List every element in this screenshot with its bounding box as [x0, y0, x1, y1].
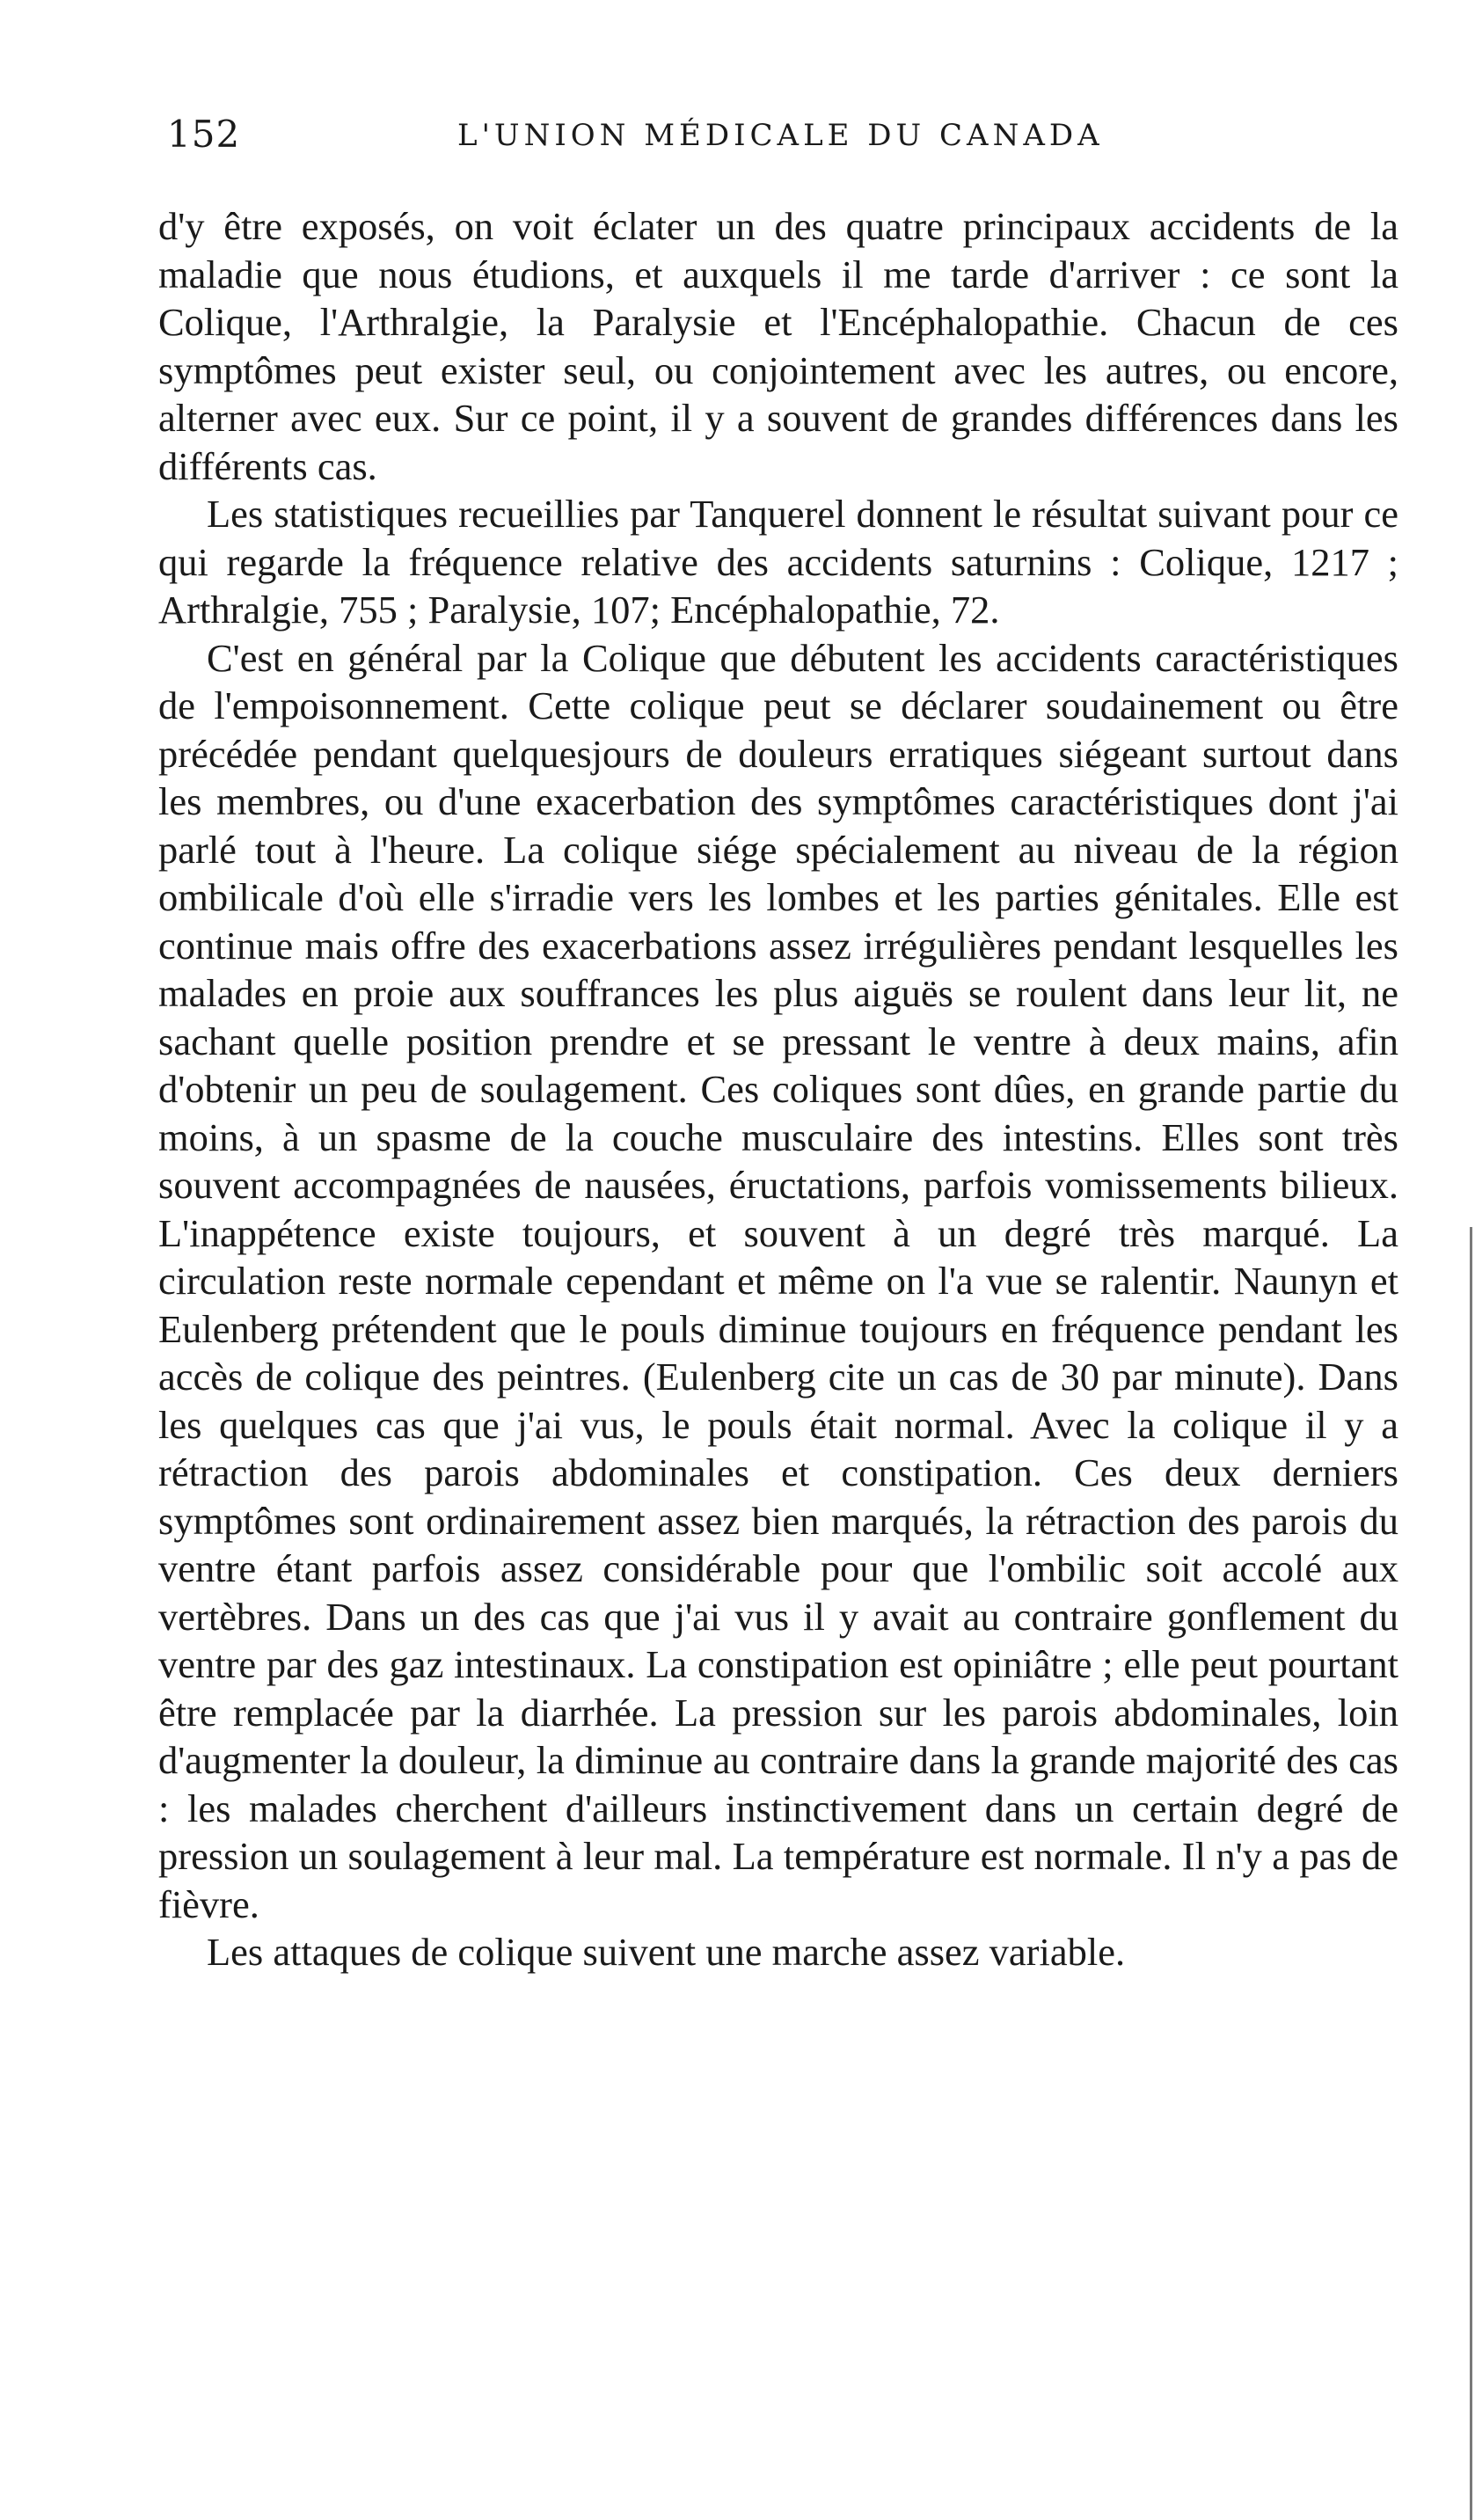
page-header: [167, 113, 1394, 165]
paragraph: C'est en général par la Colique que débutent les accidents caractéristiques de l'empoisonnement. Cette colique peut se déclarer soudainement ou être précédée pendant quelquesjours de douleurs erratiques siégeant surtout dans les membres, ou d'une exacerbation des symptômes caractéristiques dont j'ai parlé tout à l'heure. La colique siége spécialement au niveau de la région ombilicale d'où elle s'irradie vers les lombes et les parties génitales. Elle est continue mais offre des exacerbations assez irrégulières pendant lesquelles les malades en proie aux souffrances les plus aiguës se roulent dans leur lit, ne sachant quelle position prendre et se pressant le ventre à deux mains, afin d'obtenir un peu de soulagement. Ces coliques sont dûes, en grande partie du moins, à un spasme de la couche musculaire des intestins. Elles sont très souvent accompagnées de nausées, éructations, parfois vomissements bilieux. L'inappétence existe toujours, et souvent à un degré très marqué. La circulation reste normale cependant et même on l'a vue se ralentir. Naunyn et Eulenberg prétendent que le pouls diminue toujours en fréquence pendant les accès de colique des peintres. (Eulenberg cite un cas de 30 par minute). Dans les quelques cas que j'ai vus, le pouls était normal. Avec la colique il y a rétraction des parois abdominales et constipation. Ces deux derniers symptômes sont ordinairement assez bien marqués, la rétraction des parois du ventre étant parfois assez considérable pour que l'ombilic soit accolé aux vertèbres. Dans un des cas que j'ai vus il y avait au contraire gonflement du ventre par des gaz intestinaux. La constipation est opiniâtre ; elle peut pourtant être remplacée par la diarrhée. La pression sur les parois abdominales, loin d'augmenter la douleur, la diminue au contraire dans la grande majorité des cas : les malades cherchent d'ailleurs instinctivement dans un certain degré de pression un soulagement à leur mal. La température est normale. Il n'y a pas de fièvre.: [158, 635, 1398, 1926]
paragraph: Les attaques de colique suivent une marche assez variable.: [207, 1930, 1126, 1974]
paragraph: d'y être exposés, on voit éclater un des quatre principaux accidents de la maladie que nous étudions, et auxquels il me tarde d'arriver : ce sont la Colique, l'Arthralgie, la Paralysie et l'Encéphalopathie. Chacun de ces symptômes peut exister seul, ou conjointement avec les autres, ou encore, alterner avec eux. Sur ce point, il y a souvent de grandes différences dans les différents cas.: [158, 204, 1398, 488]
scan-edge-line: [1470, 1227, 1472, 2520]
page-number: 152: [167, 113, 241, 156]
paragraph: Les statistiques recueillies par Tanquerel donnent le résultat suivant pour ce qui regarde la fréquence relative des accidents saturnins : Colique, 1217 ; Arthralgie, 755 ; Paralysie, 107; Encéphalopathie, 72.: [158, 492, 1398, 632]
body-text: [158, 202, 1398, 1976]
running-head: L'UNION MÉDICALE DU CANADA: [457, 118, 1104, 153]
